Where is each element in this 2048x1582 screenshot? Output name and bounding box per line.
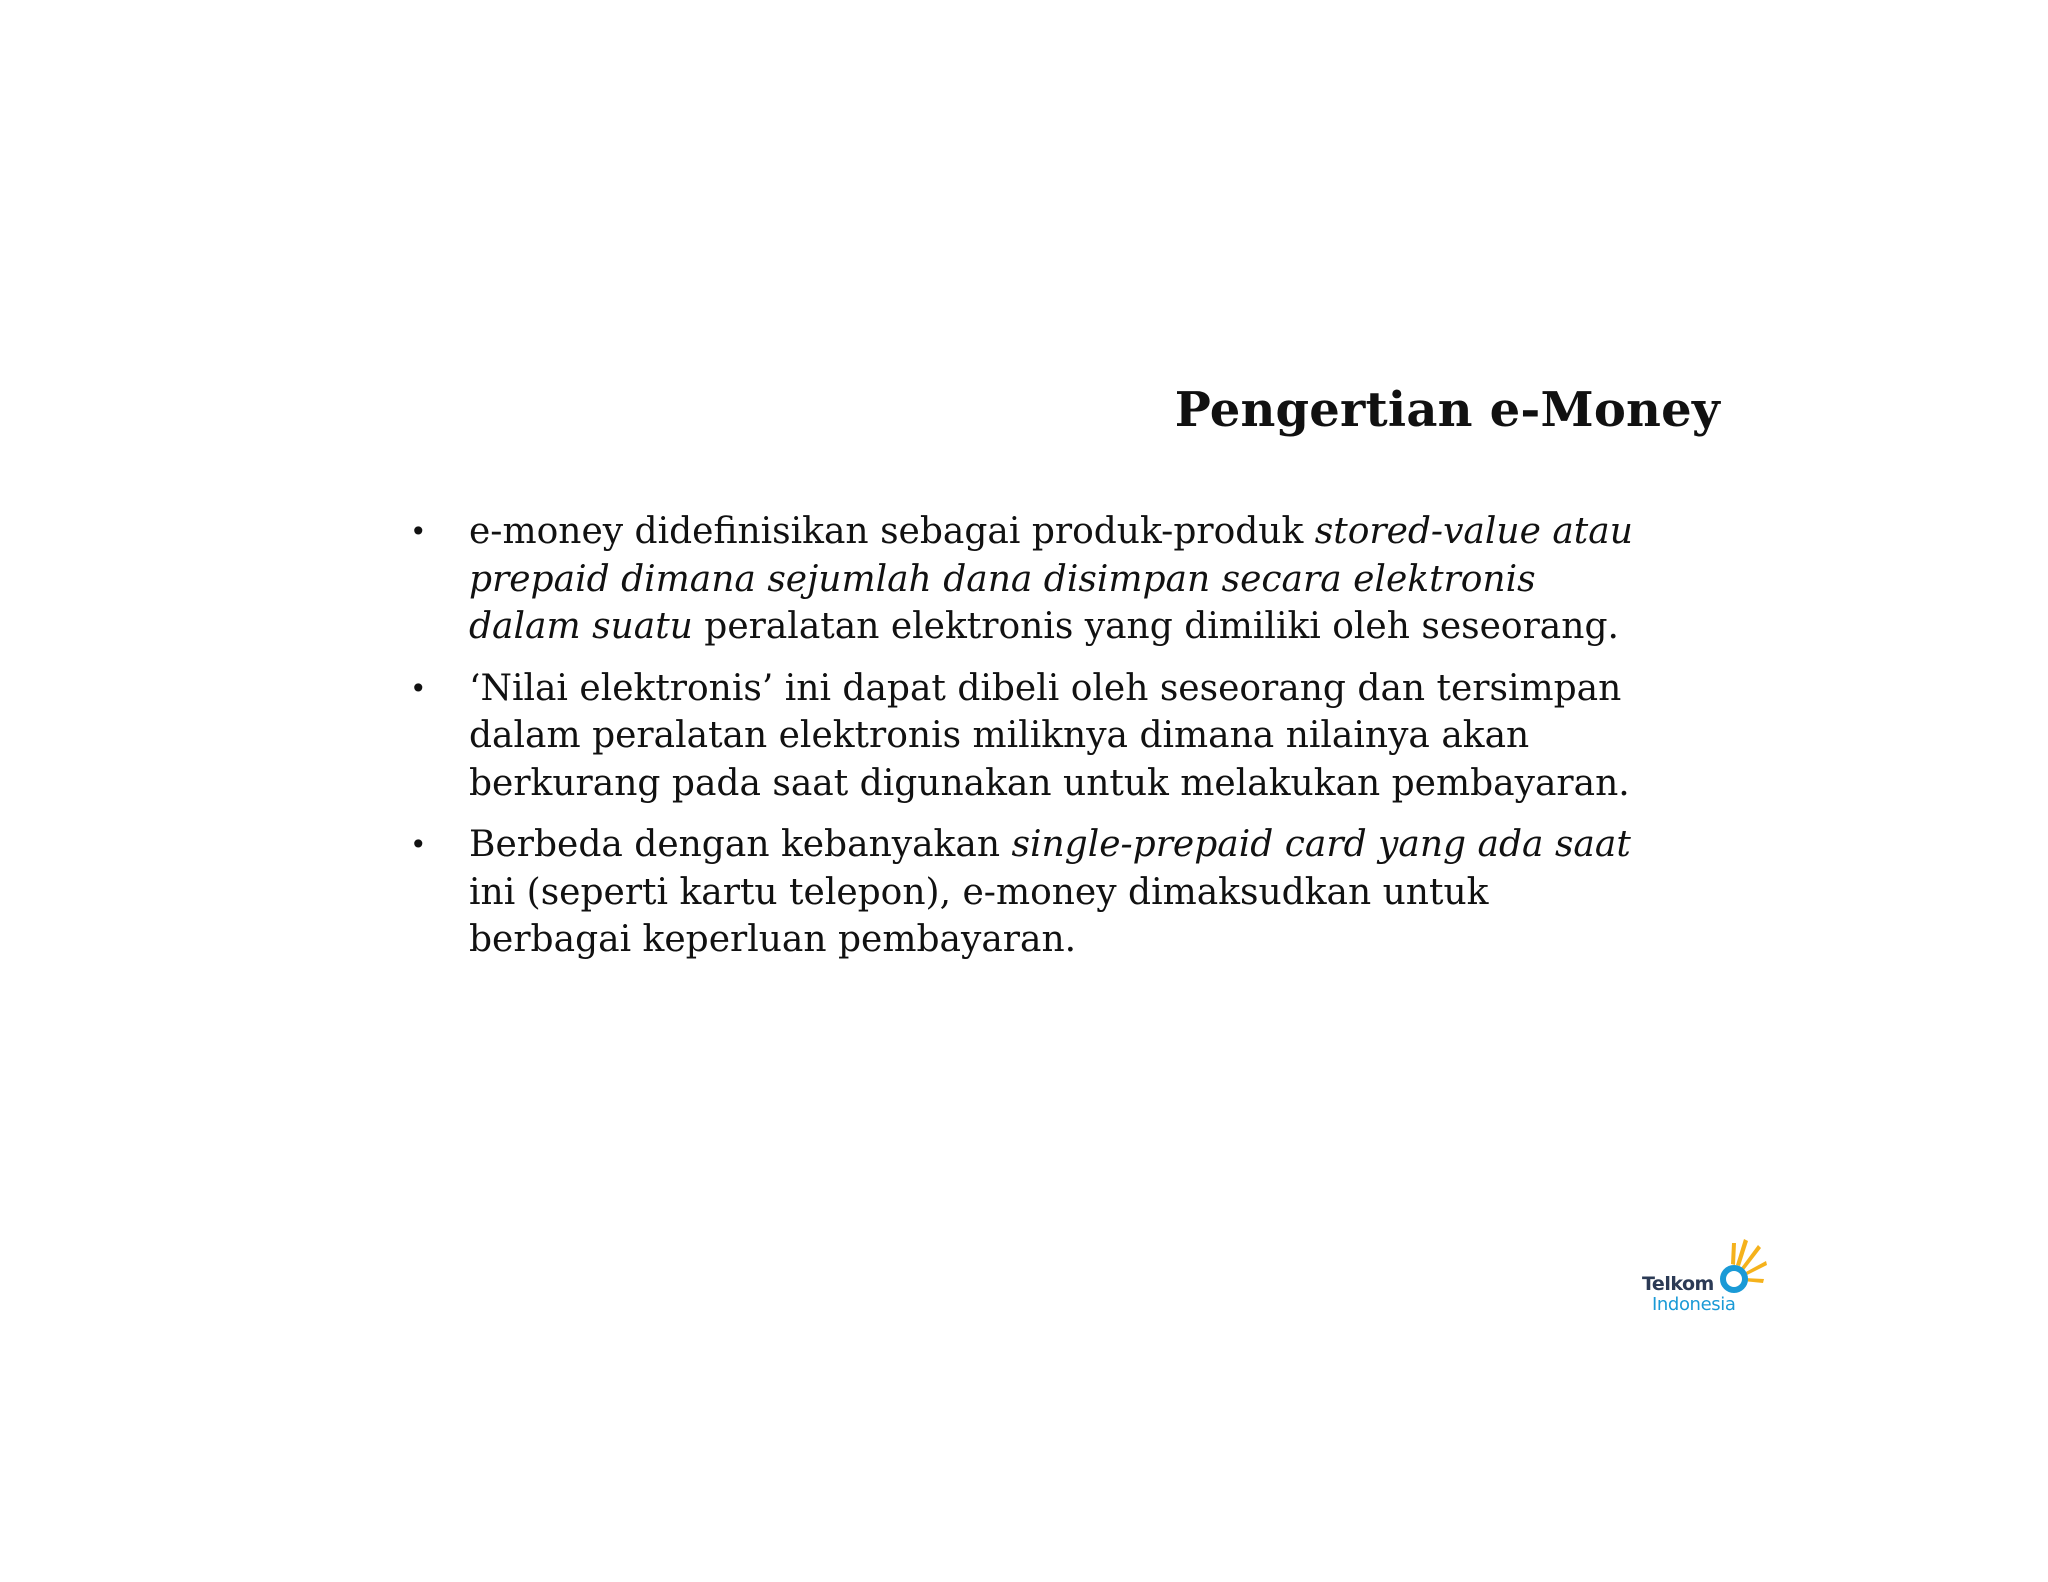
bullet-text-segment: ini (seperti kartu telepon), e-money dimaksudkan untuk berbagai keperluan pembayaran. bbox=[469, 871, 1489, 960]
bullet-text bbox=[469, 821, 1645, 964]
bullet-text-segment-italic: stored-value atau prepaid dimana sejumlah dana disimpan secara elektronis dalam suatu bbox=[469, 511, 1633, 647]
bullet-text-segment-italic: single-prepaid card yang ada saat bbox=[1011, 824, 1631, 865]
bullet-marker: • bbox=[410, 828, 427, 861]
bullet-marker: • bbox=[410, 671, 427, 705]
logo-rays bbox=[1731, 1239, 1767, 1283]
bullet-text-segment: e-money didefinisikan sebagai produk-produk bbox=[469, 511, 1315, 552]
logo-ring bbox=[1723, 1268, 1745, 1290]
bullet-text-segment: Berbeda dengan kebanyakan bbox=[469, 824, 1012, 865]
bullet-text bbox=[469, 508, 1645, 651]
bullet-item bbox=[405, 665, 1645, 808]
bullet-text bbox=[469, 665, 1645, 808]
bullet-item bbox=[405, 821, 1645, 964]
logo-text-indonesia: Indonesia bbox=[1652, 1294, 1736, 1315]
slide-title: Pengertian e-Money bbox=[1174, 382, 1720, 438]
bullet-item bbox=[405, 508, 1645, 651]
bullet-marker: • bbox=[410, 515, 427, 548]
bullet-text-segment: ‘Nilai elektronis’ ini dapat dibeli oleh seseorang dan tersimpan dalam peralatan elektronis miliknya dimana nilainya akan berkurang pada saat digunakan untuk melakukan pembayaran. bbox=[469, 667, 1630, 804]
bullet-text-segment: peralatan elektronis yang dimiliki oleh seseorang. bbox=[692, 606, 1619, 647]
bullet-list bbox=[405, 508, 1645, 978]
logo-text-telkom: Telkom bbox=[1642, 1273, 1714, 1295]
